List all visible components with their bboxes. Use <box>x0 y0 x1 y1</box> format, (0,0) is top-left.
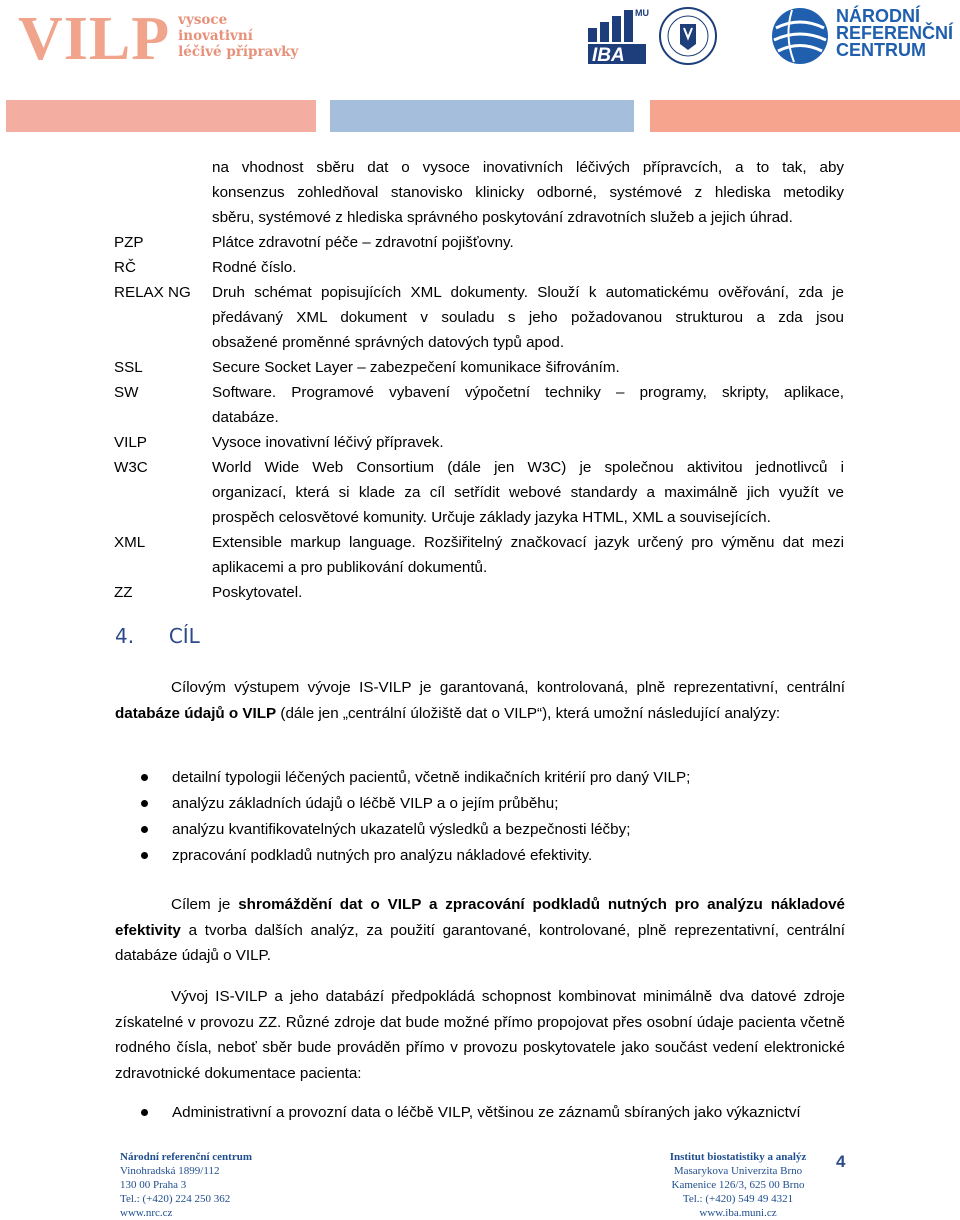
list-item-text: detailní typologii léčených pacientů, včetně indikačních kritérií pro daný VILP; <box>172 769 691 786</box>
definition-line: předávaný XML dokument v souladu s jeho požadovanou strukturou a zda jsou <box>212 309 844 326</box>
definition-line: na vhodnost sběru dat o vysoce inovativních léčivých přípravcích, a to tak, aby <box>212 159 844 176</box>
bullet-icon <box>141 800 148 807</box>
footer-org-name: Národní referenční centrum <box>120 1151 252 1163</box>
abbreviation-definition-continued <box>212 155 844 230</box>
abbreviation-term: XML <box>114 534 146 551</box>
goal-text-end: a tvorba dalších analýz, za použití garantované, kontrolované, plně reprezentativní, centrální databáze údajů o VILP. <box>115 921 845 964</box>
vilp-tagline-line: léčivé přípravky <box>178 44 299 60</box>
nrc-logo-line: REFERENČNÍ <box>836 23 954 43</box>
footer-address: 130 00 Praha 3 <box>120 1179 187 1191</box>
header-bar-blue <box>330 100 634 132</box>
abbreviation-definition <box>212 230 844 255</box>
footer-org-name: Institut biostatistiky a analýz <box>669 1151 807 1163</box>
definition-line: Poskytovatel. <box>212 584 303 601</box>
intro-text-end: (dále jen „centrální úložiště dat o VILP“), která umožní následující analýzy: <box>276 704 781 722</box>
mu-mark-text: MU <box>635 8 649 18</box>
footer-address: Kamenice 126/3, 625 00 Brno <box>671 1179 805 1191</box>
abbreviation-definition <box>212 430 844 455</box>
footer-nrc-contact <box>120 1150 252 1220</box>
abbreviation-term: RELAX NG <box>114 284 191 301</box>
abbreviation-term: SW <box>114 384 139 401</box>
definition-line: konsenzus zohledňoval stanovisko klinicky odborné, systémové z hlediska metodiky <box>212 184 844 201</box>
goal-bold-text: shromáždění dat o VILP a zpracování podkladů nutných pro analýzu nákladové efektivity <box>115 896 845 939</box>
vilp-tagline-line: vysoce <box>178 12 228 28</box>
footer-phone: Tel.: (+420) 224 250 362 <box>120 1193 231 1205</box>
definition-line: Secure Socket Layer – zabezpečení komunikace šifrováním. <box>212 359 620 376</box>
abbreviation-definition <box>212 280 844 355</box>
abbreviation-term: RČ <box>114 259 136 276</box>
nrc-logo-text <box>836 8 953 59</box>
list-item-text: analýzu kvantifikovatelných ukazatelů výsledků a bezpečnosti léčby; <box>172 821 631 838</box>
intro-paragraph <box>115 675 845 726</box>
intro-text: Cílovým výstupem vývoje IS-VILP je garantovaná, kontrolovaná, plně reprezentativní, centrální <box>171 679 845 696</box>
nrc-logo-line: NÁRODNÍ <box>836 6 920 26</box>
definition-line: sběru, systémové z hlediska správného poskytování zdravotních služeb a jejich úhrad. <box>212 209 793 226</box>
definition-line: Rodné číslo. <box>212 259 297 276</box>
abbreviation-definition <box>212 255 844 280</box>
page-number: 4 <box>836 1152 846 1171</box>
vilp-logo-tagline <box>178 12 298 60</box>
goal-text: Cílem je <box>171 896 239 913</box>
footer-iba-contact <box>668 1150 808 1220</box>
nrc-logo <box>770 4 954 68</box>
nrc-globe-icon <box>770 6 830 66</box>
vilp-tagline-line: inovativní <box>178 28 253 44</box>
footer-phone: Tel.: (+420) 549 49 4321 <box>682 1193 794 1205</box>
abbreviation-definition <box>212 455 844 530</box>
intro-bold-text: databáze údajů o VILP <box>115 704 277 722</box>
footer-web: www.nrc.cz <box>120 1207 173 1219</box>
definition-line: prospěch celosvětové komunity. Určuje základy jazyka HTML, XML a souvisejících. <box>212 509 771 526</box>
list-item-text: zpracování podkladů nutných pro analýzu nákladové efektivity. <box>172 847 593 864</box>
section-title: CÍL <box>168 624 200 648</box>
abbreviation-definition <box>212 530 844 580</box>
bullet-icon <box>141 852 148 859</box>
section-number: 4. <box>115 624 135 648</box>
abbreviation-term: VILP <box>114 434 147 451</box>
bullet-icon <box>141 1109 148 1116</box>
list-item-text: Administrativní a provozní data o léčbě VILP, většinou ze záznamů sbíraných jako výkaznictví <box>172 1104 801 1121</box>
page-footer <box>0 1148 960 1220</box>
iba-logo <box>586 6 652 66</box>
definition-line: Plátce zdravotní péče – zdravotní pojišťovny. <box>212 234 514 251</box>
definition-line: aplikacemi a pro publikování dokumentů. <box>212 559 488 576</box>
header-bar-orange <box>650 100 960 132</box>
definition-line: organizací, která si klade za cíl setřídit webové standardy a maximálně jich využít ve <box>212 484 844 501</box>
development-paragraph: Vývoj IS-VILP a jeho databází předpokládá schopnost kombinovat minimálně dva datové zdroje získatelné v provozu ZZ. Různé zdroje dat bude možné přímo propojovat přes osobní údaje pacienta včetně rodného čísla, neboť sběr bude prováděn přímo v provozu poskytovatele jako součást vedení elektronické zdravotnické dokumentace pacienta: <box>115 988 845 1082</box>
definition-line: World Wide Web Consortium (dále jen W3C) je společnou aktivitou jednotlivců i <box>212 459 844 476</box>
header-color-bars <box>0 100 960 132</box>
footer-address: Vinohradská 1899/112 <box>120 1165 220 1177</box>
definition-line: Software. Programové vybavení výpočetní techniky – programy, skripty, aplikace, <box>212 384 844 401</box>
abbreviation-term: ZZ <box>114 584 133 601</box>
footer-org: Masarykova Univerzita Brno <box>673 1165 803 1177</box>
page-header <box>0 0 960 132</box>
definition-line: obsažené proměnné správných datových typů apod. <box>212 334 565 351</box>
definition-line: Extensible markup language. Rozšiřitelný značkovací jazyk určený pro výměnu dat mezi <box>212 534 844 551</box>
abbreviation-definition <box>212 580 844 605</box>
abbreviation-term: PZP <box>114 234 144 251</box>
abbreviation-term: SSL <box>114 359 143 376</box>
vilp-logo-text: VILP <box>18 5 171 73</box>
nrc-logo-line: CENTRUM <box>836 40 926 60</box>
footer-web: www.iba.muni.cz <box>699 1207 777 1219</box>
abbreviation-definition <box>212 355 844 380</box>
list-item-text: analýzu základních údajů o léčbě VILP a o jejím průběhu; <box>172 795 559 812</box>
vilp-logo <box>18 5 299 73</box>
abbreviation-term: W3C <box>114 459 148 476</box>
header-bar-salmon <box>6 100 316 132</box>
bullet-icon <box>141 826 148 833</box>
masaryk-university-seal <box>658 6 718 66</box>
bullet-icon <box>141 774 148 781</box>
definition-line: Vysoce inovativní léčivý přípravek. <box>212 434 444 451</box>
goal-paragraph <box>115 892 845 969</box>
iba-logo-graphic <box>586 6 652 66</box>
definition-line: databáze. <box>212 409 279 426</box>
abbreviation-definition <box>212 380 844 430</box>
definition-line: Druh schémat popisujících XML dokumenty. Slouží k automatickému ověřování, zda je <box>212 284 844 301</box>
iba-logo-text: IBA <box>592 45 625 66</box>
section-heading <box>115 624 200 648</box>
